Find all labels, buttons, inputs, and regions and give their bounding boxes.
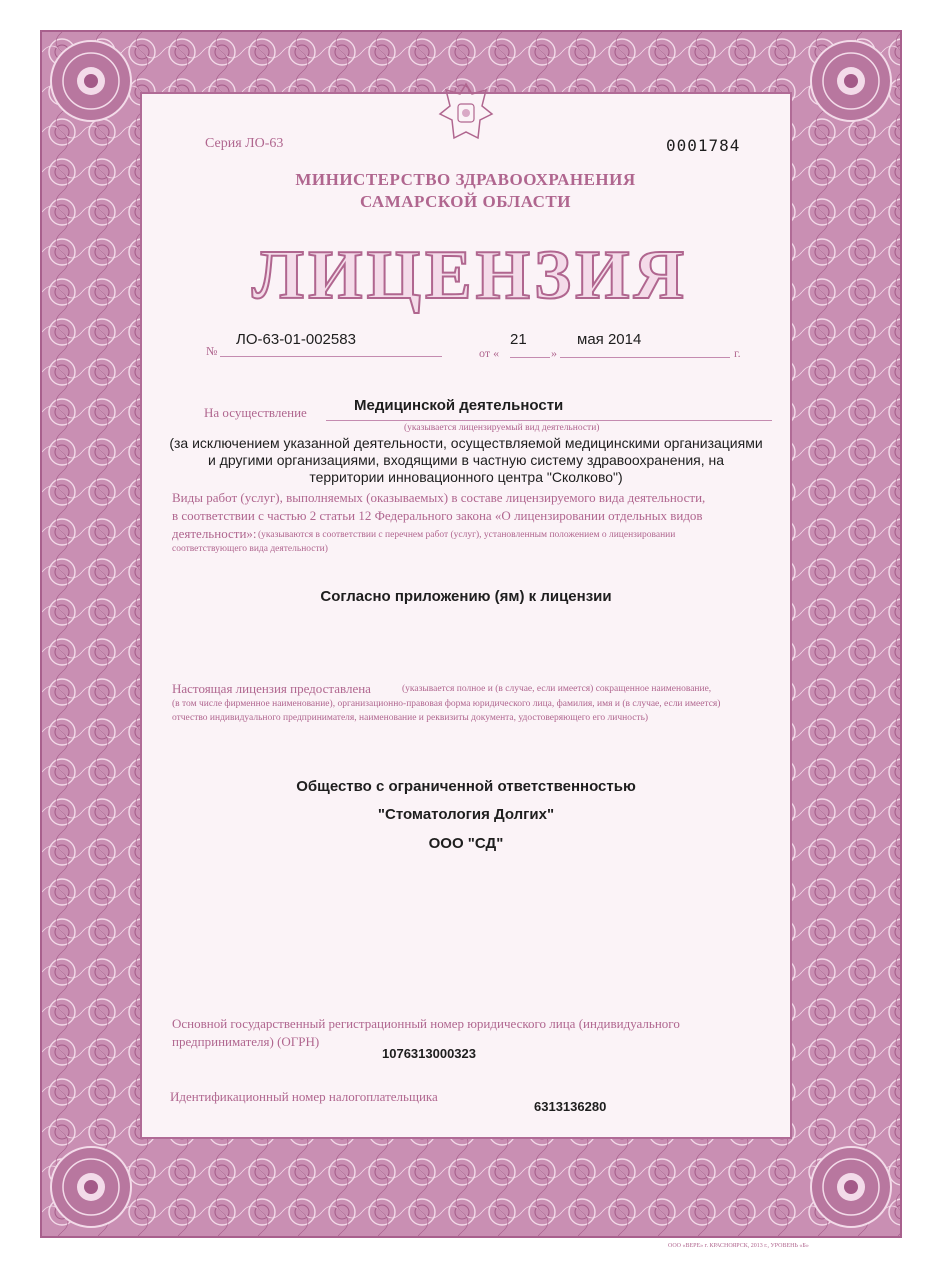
- licensee-name-line-2: "Стоматология Долгих": [377, 806, 555, 823]
- works-line-1: Виды работ (услуг), выполняемых (оказываемых) в составе лицензируемого вида деятельности,: [172, 490, 706, 505]
- license-number: ЛО-63-01-002583: [236, 331, 356, 348]
- printer-imprint: ООО «ВЕРЕ» г. КРАСНОЯРСК, 2013 г., УРОВЕНЬ «Б»: [668, 1243, 809, 1249]
- exception-line-2: и другими организациями, входящими в частную систему здравоохранения, на: [207, 452, 725, 468]
- activity-caption: (указывается лицензируемый вид деятельности): [404, 423, 600, 433]
- licensee-caption-2: (в том числе фирменное наименование), организационно-правовая форма юридического лица, фамилия, имя и (в случае, если имеется): [172, 699, 721, 709]
- works-caption-2: соответствующего вида деятельности): [172, 544, 328, 554]
- blank-number: 0001784: [666, 136, 741, 155]
- works-line-3: деятельности»:: [172, 526, 257, 541]
- corner-rosette-icon: [808, 1144, 894, 1230]
- ogrn-value: 1076313000323: [382, 1046, 476, 1061]
- year-suffix: г.: [734, 346, 741, 360]
- licensee-name-line-1: Общество с ограниченной ответственностью: [296, 778, 636, 795]
- licensee-caption-3: отчество индивидуального предпринимателя, наименование и реквизиты документа, удостоверяющего его личность): [172, 713, 649, 723]
- works-line-2: в соответствии с частью 2 статьи 12 Федерального закона «О лицензировании отдельных видов: [172, 508, 703, 523]
- corner-rosette-icon: [48, 1144, 134, 1230]
- works-value: Согласно приложению (ям) к лицензии: [320, 588, 612, 605]
- series-label: Серия ЛО-63: [205, 136, 284, 151]
- date-separator: »: [551, 346, 557, 360]
- activity-value: Медицинской деятельности: [354, 397, 564, 414]
- ministry-line-1: МИНИСТЕРСТВО ЗДРАВООХРАНЕНИЯ: [295, 170, 636, 189]
- corner-rosette-icon: [48, 38, 134, 124]
- document-title: ЛИЦЕНЗИЯ: [251, 237, 689, 314]
- ministry-line-2: САМАРСКОЙ ОБЛАСТИ: [360, 192, 571, 211]
- ogrn-label-line-1: Основной государственный регистрационный номер юридического лица (индивидуального: [172, 1016, 680, 1031]
- inn-label: Идентификационный номер налогоплательщика: [170, 1089, 438, 1104]
- exception-line-3: территории инновационного центра "Сколково"): [309, 469, 623, 485]
- license-day: 21: [510, 331, 527, 348]
- licensee-caption-1: (указывается полное и (в случае, если имеется) сокращенное наименование,: [402, 684, 712, 694]
- inn-value: 6313136280: [534, 1099, 607, 1114]
- works-caption-1: (указываются в соответствии с перечнем работ (услуг), установленным положением о лицензировании: [258, 530, 676, 540]
- ogrn-label-line-2: предпринимателя) (ОГРН): [172, 1034, 320, 1049]
- license-month-year: мая 2014: [577, 331, 642, 348]
- activity-label: На осуществление: [204, 405, 307, 420]
- exception-line-1: (за исключением указанной деятельности, осуществляемой медицинскими организациями: [169, 435, 763, 451]
- licensee-label: Настоящая лицензия предоставлена: [172, 681, 371, 696]
- coat-of-arms-icon: [436, 80, 496, 148]
- number-sign: №: [206, 344, 218, 358]
- licensee-name-line-3: ООО "СД": [428, 835, 504, 852]
- corner-rosette-icon: [808, 38, 894, 124]
- date-from-label: от «: [479, 346, 500, 360]
